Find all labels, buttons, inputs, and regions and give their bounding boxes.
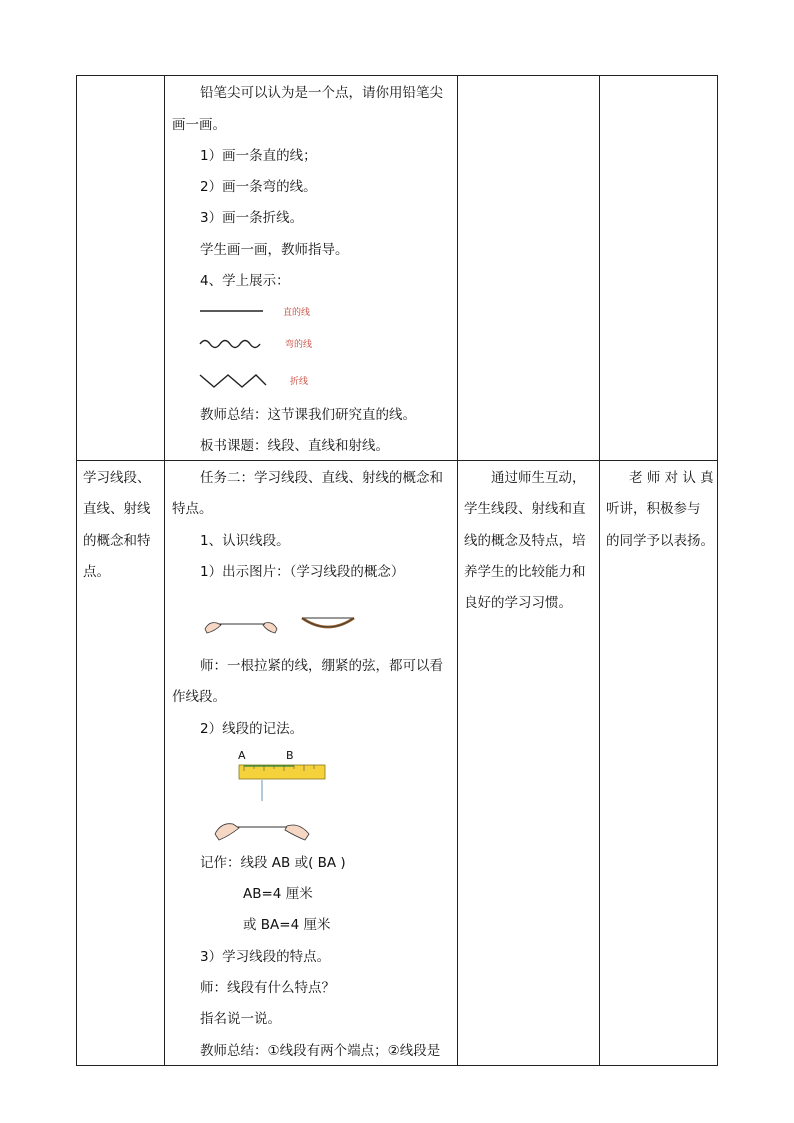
- row2-text-line: 3）学习线段的特点。: [200, 949, 331, 965]
- row2-col4-line: 的同学予以表扬。: [606, 533, 714, 549]
- row2-col1-line: 点。: [83, 564, 110, 580]
- broken-line-label: 折线: [290, 377, 309, 387]
- row2-col4-line: 老 师 对 认 真: [629, 470, 714, 486]
- row1-text-line: 4、学上展示：: [200, 273, 290, 289]
- curved-line-drawing: [200, 337, 270, 351]
- row1-text-line: 画一画。: [172, 117, 226, 133]
- row1-text-line: 2）画一条弯的线。: [200, 179, 317, 195]
- row1-text-line: 铅笔尖可以认为是一个点，请你用铅笔尖: [200, 85, 443, 101]
- table-bottom-border: [76, 1065, 718, 1066]
- row2-text-line: 1）出示图片：（学习线段的概念）: [200, 564, 405, 580]
- hands-string-illustration-2: [213, 812, 313, 842]
- table-left-border: [76, 75, 77, 1066]
- row2-col1-line: 直线、射线: [83, 501, 151, 517]
- row1-text-line: 3）画一条折线。: [200, 210, 304, 226]
- row2-col3-line: 学生线段、射线和直: [464, 501, 586, 517]
- row2-col3-line: 养学生的比较能力和: [464, 564, 586, 580]
- ruler-label-a: A: [238, 749, 246, 762]
- curved-line-label: 弯的线: [285, 340, 313, 350]
- row2-text-line: 2）线段的记法。: [200, 721, 304, 737]
- row2-col3-line: 线的概念及特点，培: [464, 533, 586, 549]
- table-col-divider-3: [599, 75, 600, 1066]
- row2-text-line: AB=4 厘米: [243, 886, 313, 902]
- table-right-border: [717, 75, 718, 1066]
- row1-text-line: 板书课题：线段、直线和射线。: [200, 438, 389, 454]
- straight-line-drawing: [200, 308, 270, 314]
- row2-text-line: 任务二：学习线段、直线、射线的概念和: [200, 470, 443, 486]
- row2-text-line: 师：线段有什么特点？: [200, 980, 335, 996]
- straight-line-label: 直的线: [283, 308, 311, 318]
- row2-text-line: 指名说一说。: [200, 1011, 281, 1027]
- row2-col4-line: 听讲，积极参与: [606, 501, 701, 517]
- bow-string-illustration: [300, 614, 360, 634]
- row2-col1-line: 学习线段、: [83, 470, 151, 486]
- row1-text-line: 1）画一条直的线；: [200, 148, 317, 164]
- row2-col3-line: 通过师生互动，: [491, 470, 586, 486]
- ruler-illustration: [238, 763, 328, 803]
- row2-text-line: 记作：线段 AB 或( BA ): [200, 855, 346, 871]
- row1-text-line: 学生画一画，教师指导。: [200, 242, 349, 258]
- row2-col1-line: 的概念和特: [83, 533, 151, 549]
- row2-text-line: 特点。: [172, 501, 213, 517]
- hands-string-illustration: [203, 611, 283, 637]
- row2-text-line: 或 BA=4 厘米: [243, 917, 331, 933]
- row2-text-line: 教师总结：①线段有两个端点；②线段是: [200, 1043, 441, 1059]
- table-col-divider-2: [457, 75, 458, 1066]
- row2-text-line: 师：一根拉紧的线，绷紧的弦，都可以看: [200, 658, 443, 674]
- ruler-label-b: B: [286, 749, 294, 762]
- row2-text-line: 作线段。: [172, 689, 226, 705]
- row1-text-line: 教师总结：这节课我们研究直的线。: [200, 407, 416, 423]
- table-col-divider-1: [164, 75, 165, 1066]
- table-row-divider: [76, 460, 718, 461]
- row2-text-line: 1、认识线段。: [200, 533, 290, 549]
- broken-line-drawing: [200, 373, 270, 389]
- table-top-border: [76, 75, 718, 76]
- row2-col3-line: 良好的学习习惯。: [464, 595, 572, 611]
